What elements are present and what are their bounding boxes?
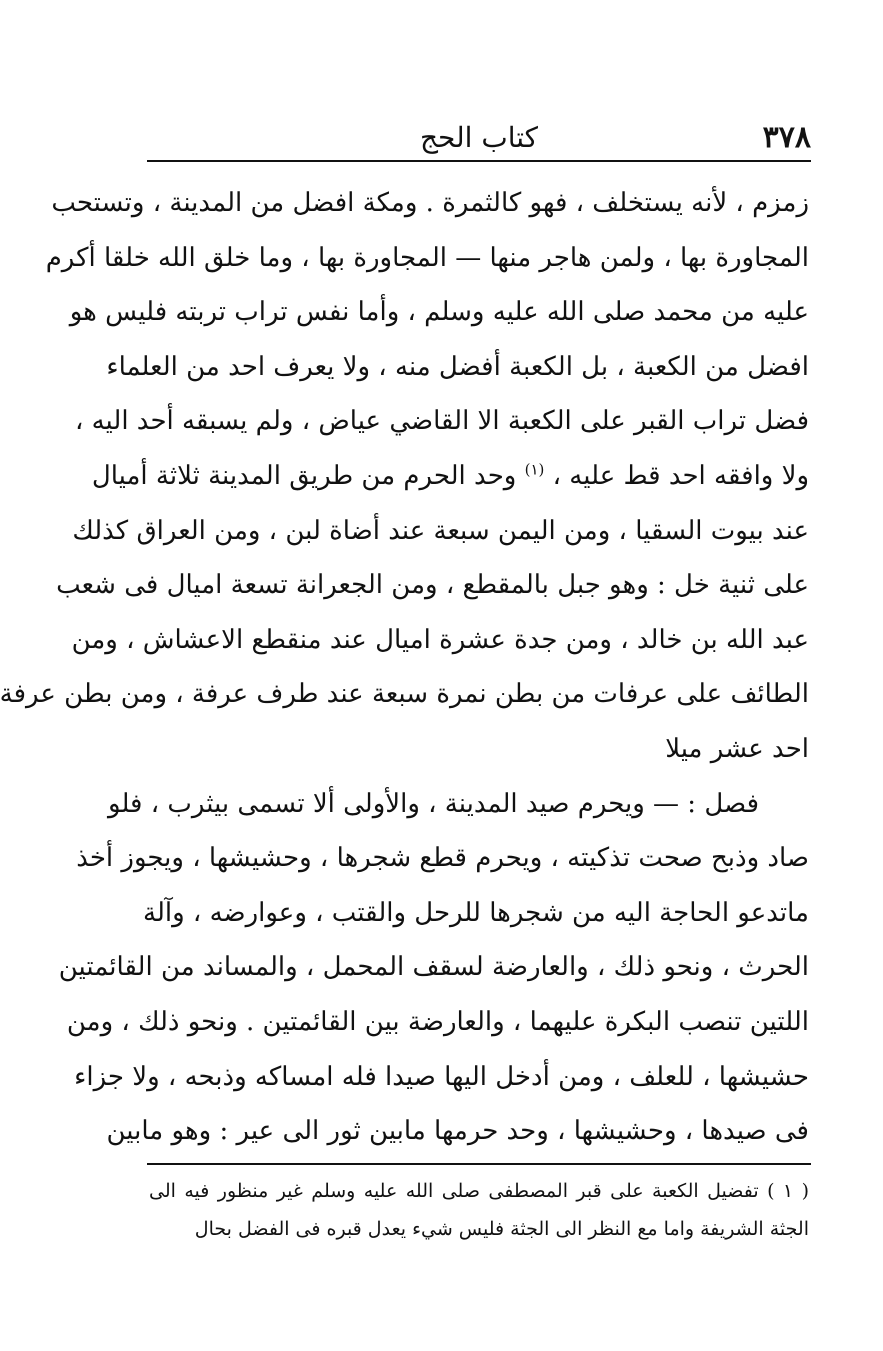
text-line: الطائف على عرفات من بطن نمرة سبعة عند طرف عرفة ، ومن بطن عرفة (0, 679, 809, 710)
text-line: عليه من محمد صلى الله عليه وسلم ، وأما نفس تراب تربته فليس هو (69, 297, 809, 328)
text-line: عبد الله بن خالد ، ومن جدة عشرة اميال عند منقطع الاعشاش ، ومن (71, 624, 809, 655)
footnote-line: الجثة الشريفة واما مع النظر الى الجثة فليس شيء يعدل قبره فى الفضل بحال (194, 1218, 809, 1240)
section-heading-line: فصل : — ويحرم صيد المدينة ، والأولى ألا تسمى بيثرب ، فلو (108, 788, 759, 819)
text-line: المجاورة بها ، ولمن هاجر منها — المجاورة بها ، وما خلق الله خلقا أكرم (45, 242, 809, 273)
text-line: صاد وذبح صحت تذكيته ، ويحرم قطع شجرها ، وحشيشها ، ويجوز أخذ (76, 843, 809, 874)
text-line: عند بيوت السقيا ، ومن اليمن سبعة عند أضاة لبن ، ومن العراق كذلك (72, 515, 809, 546)
text-line: احد عشر ميلا (665, 733, 809, 764)
text-segment: وحد الحرم من طريق المدينة ثلاثة أميال (91, 460, 517, 491)
text-segment: ولا وافقه احد قط عليه ، (552, 460, 809, 491)
text-line-with-footnote (91, 449, 809, 504)
main-text (0, 176, 809, 1159)
page-number: ٣٧٨ (762, 120, 811, 155)
text-line: اللتين تنصب البكرة عليهما ، والعارضة بين القائمتين . ونحو ذلك ، ومن (66, 1006, 809, 1037)
text-line: افضل من الكعبة ، بل الكعبة أفضل منه ، ولا يعرف احد من العلماء (106, 351, 809, 382)
running-title: كتاب الحج (419, 121, 539, 154)
text-line: حشيشها ، للعلف ، ومن أدخل اليها صيدا فله امساكه وذبحه ، ولا جزاء (74, 1061, 809, 1092)
header-rule (147, 160, 811, 162)
footnotes (149, 1172, 809, 1248)
text-line: فى صيدها ، وحشيشها ، وحد حرمها مابين ثور الى عير : وهو مابين (106, 1116, 809, 1147)
text-line: فضل تراب القبر على الكعبة الا القاضي عياض ، ولم يسبقه أحد اليه ، (74, 406, 809, 437)
text-line: زمزم ، لأنه يستخلف ، فهو كالثمرة . ومكة افضل من المدينة ، وتستحب (51, 188, 809, 218)
footnote-line: ( ١ ) تفضيل الكعبة على قبر المصطفى صلى الله عليه وسلم غير منظور فيه الى (149, 1180, 809, 1202)
text-line: الحرث ، ونحو ذلك ، والعارضة لسقف المحمل ، والمساند من القائمتين (58, 952, 809, 983)
footnote-reference: (١) (524, 460, 545, 479)
text-line: على ثنية خل : وهو جبل بالمقطع ، ومن الجعرانة تسعة اميال فى شعب (56, 570, 809, 601)
text-line: ماتدعو الحاجة اليه من شجرها للرحل والقتب ، وعوارضه ، وآلة (143, 897, 809, 928)
footnote-rule (147, 1163, 811, 1165)
page-header (147, 118, 811, 158)
